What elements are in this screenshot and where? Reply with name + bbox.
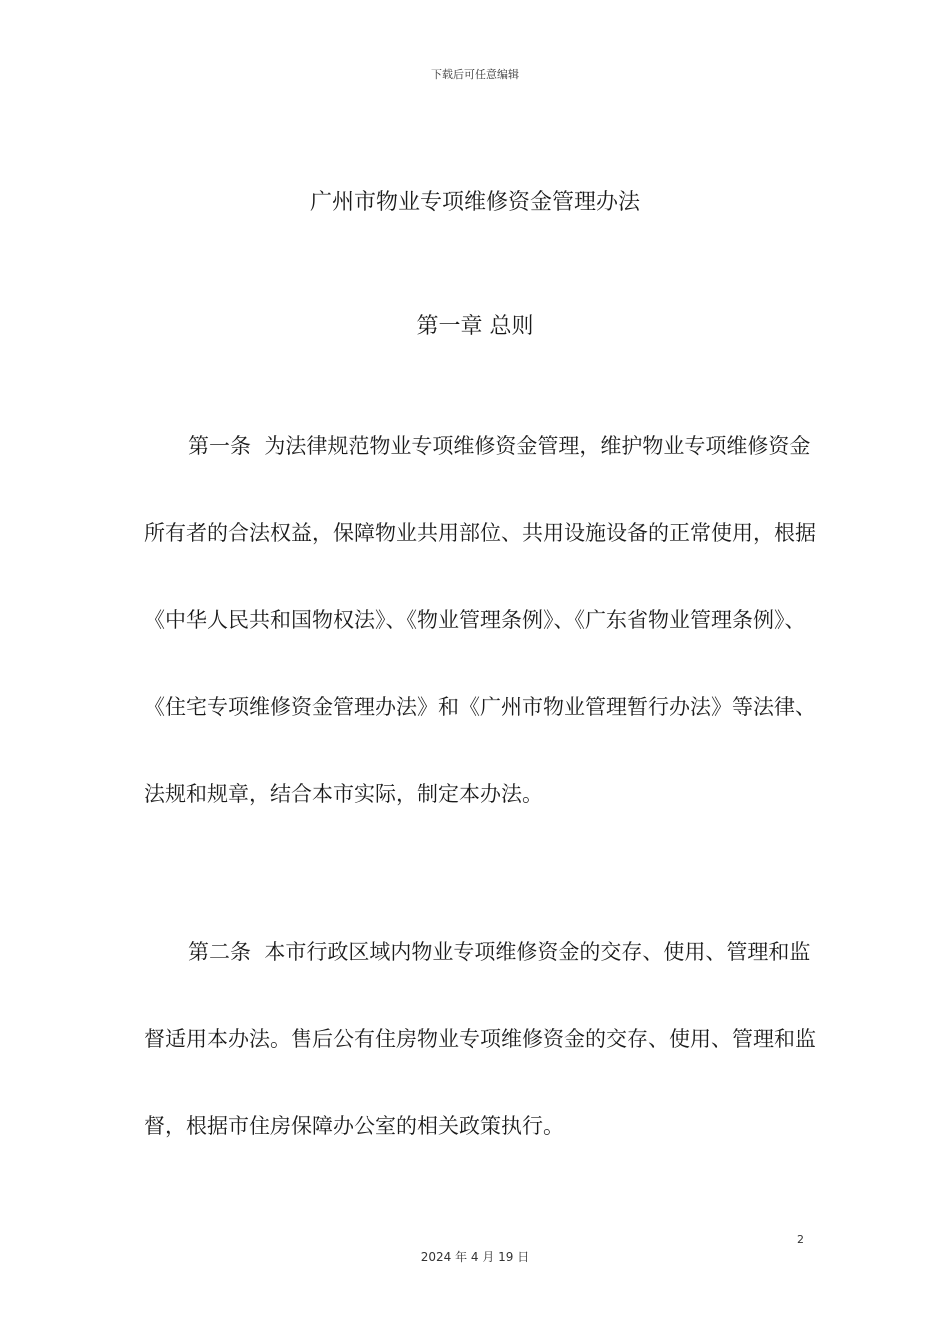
page-number: 2 [797, 1233, 804, 1246]
footer-date: 2024 年 4 月 19 日 [420, 1250, 530, 1264]
document-title: 广州市物业专项维修资金管理办法 [309, 190, 640, 215]
article-paragraph-1: 第一条 为法律规范物业专项维修资金管理，维护物业专项维修资金所有者的合法权益，保障物业共用部位、共用设施设备的正常使用，根据《中华人民共和国物权法》、《物业管理条例》、《广东省物业管理条例》、《住宅专项维修资金管理办法》和《广州市物业管理暂行办法》等法律、法规和规章，结合本市实际，制定本办法。 [144, 434, 816, 806]
header-note: 下载后可任意编辑 [431, 68, 519, 81]
article-paragraph-2: 第二条 本市行政区域内物业专项维修资金的交存、使用、管理和监督适用本办法。售后公有住房物业专项维修资金的交存、使用、管理和监督，根据市住房保障办公室的相关政策执行。 [144, 940, 816, 1138]
chapter-title: 第一章 总则 [416, 314, 534, 339]
